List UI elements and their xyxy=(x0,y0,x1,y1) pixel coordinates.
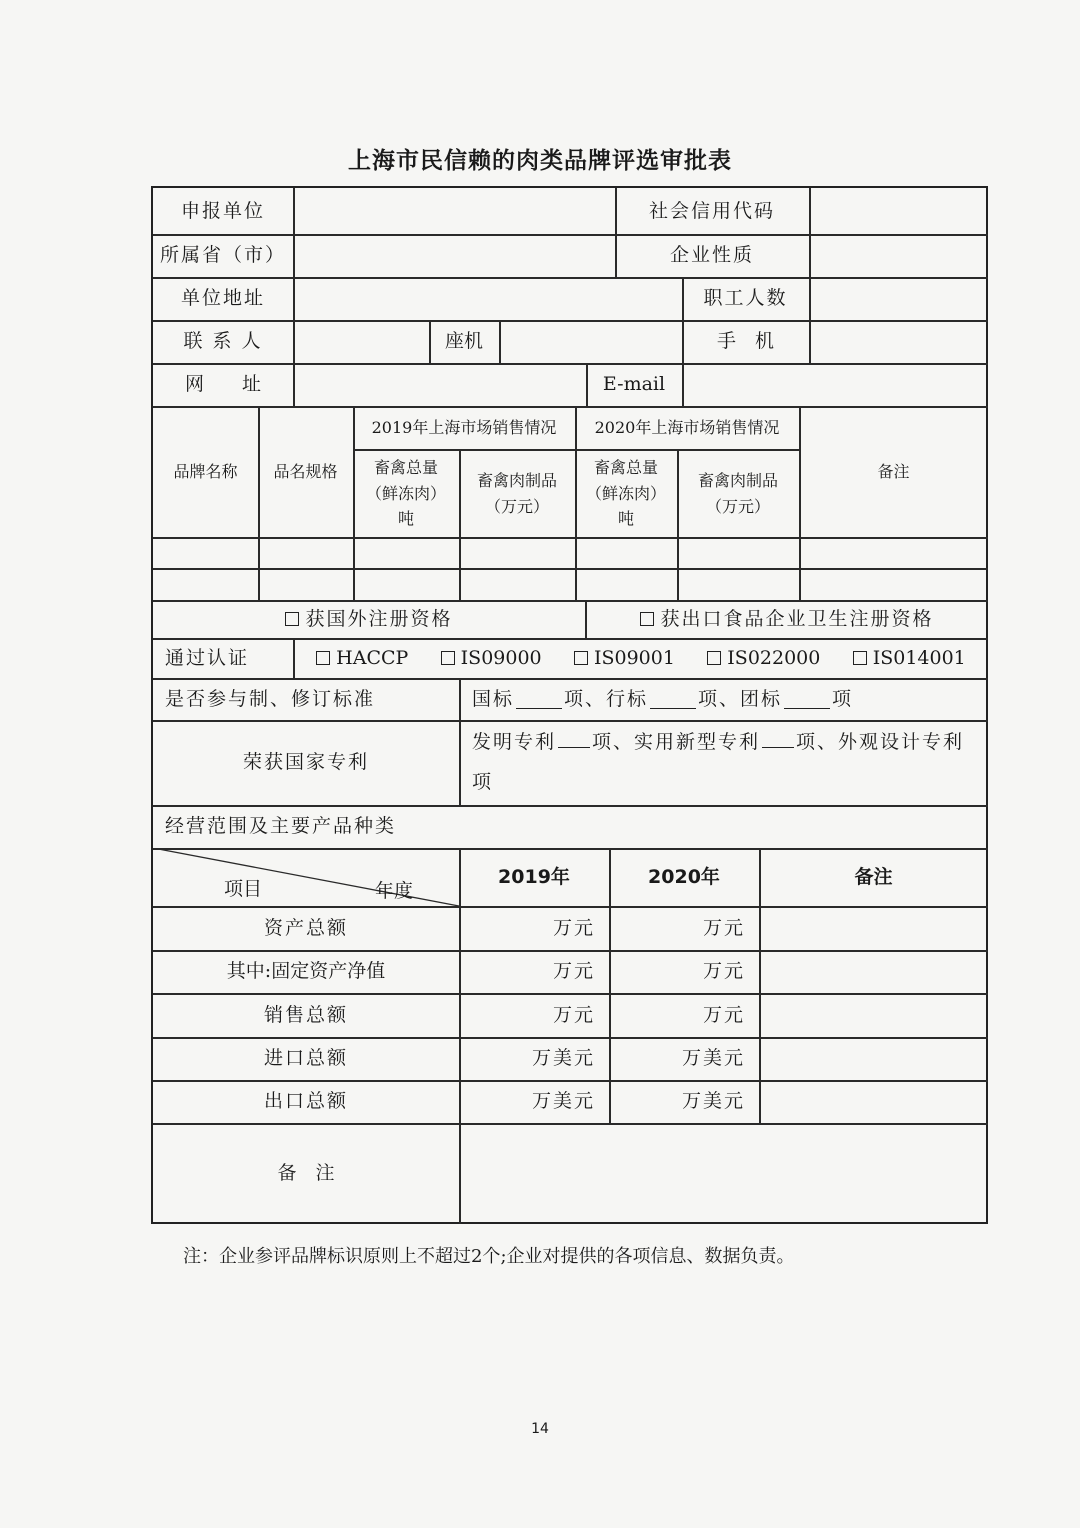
finance-cell-2020[interactable]: 万元 xyxy=(702,1003,745,1026)
business-scope-label: 经营范围及主要产品种类 xyxy=(165,815,397,838)
certification-options xyxy=(294,638,988,678)
year-2020-header: 2020年 xyxy=(648,865,720,888)
remarks-field[interactable] xyxy=(461,1123,988,1223)
total-2020-header: 畜禽总量 （鲜冻肉） 吨 xyxy=(585,458,666,529)
checkbox-icon[interactable] xyxy=(574,651,588,665)
finance-cell-2019[interactable]: 万美元 xyxy=(531,1090,595,1113)
finance-cell-2019[interactable]: 万元 xyxy=(552,916,595,939)
address-label: 单位地址 xyxy=(180,287,265,310)
standards-field[interactable]: 国标 项、行标 项、团标 项 xyxy=(472,687,854,710)
sales-2019-header: 2019年上海市场销售情况 xyxy=(371,417,557,437)
checkbox-icon[interactable] xyxy=(441,651,455,665)
contact-field[interactable] xyxy=(295,320,429,363)
staff-count-label: 职工人数 xyxy=(703,287,788,310)
credit-code-field[interactable] xyxy=(811,188,988,234)
products-2020-header: 畜禽肉制品 （万元） xyxy=(697,470,778,516)
finance-cell-2019[interactable]: 万元 xyxy=(552,1003,595,1026)
province-field[interactable] xyxy=(295,234,615,277)
enterprise-type-field[interactable] xyxy=(811,234,988,277)
enterprise-type-label: 企业性质 xyxy=(669,244,754,267)
email-field[interactable] xyxy=(684,363,988,406)
year-2019-header: 2019年 xyxy=(498,865,570,888)
footnote: 注：企业参评品牌标识原则上不超过2个;企业对提供的各项信息、数据负责。 xyxy=(183,1246,795,1267)
mobile-label: 手 机 xyxy=(716,330,774,353)
landline-label: 座机 xyxy=(444,330,483,353)
finance-cell-2019[interactable]: 万元 xyxy=(552,960,595,983)
checkbox-icon[interactable] xyxy=(316,651,330,665)
cert-iso9000[interactable]: IS09000 xyxy=(441,646,542,671)
finance-row-label: 出口总额 xyxy=(263,1090,348,1113)
finance-row-label: 销售总额 xyxy=(263,1003,348,1026)
foreign-registration-option[interactable]: 获国外注册资格 xyxy=(153,600,585,638)
website-label: 网 址 xyxy=(184,373,261,396)
product-spec-header: 品名规格 xyxy=(273,461,338,481)
finance-row-label: 其中:固定资产净值 xyxy=(226,960,386,983)
certification-label: 通过认证 xyxy=(165,646,250,669)
patents-field[interactable]: 发明专利 项、实用新型专利 项、外观设计专利 项 xyxy=(472,730,965,793)
checkbox-icon[interactable] xyxy=(707,651,721,665)
applicant-field[interactable] xyxy=(295,188,615,234)
checkbox-icon[interactable] xyxy=(853,651,867,665)
finance-cell-2020[interactable]: 万美元 xyxy=(681,1047,745,1070)
finance-row-label: 资产总额 xyxy=(263,916,348,939)
email-label: E-mail xyxy=(602,373,666,396)
website-field[interactable] xyxy=(295,363,586,406)
export-registration-option[interactable]: 获出口食品企业卫生注册资格 xyxy=(586,600,988,638)
cert-iso9001[interactable]: IS09001 xyxy=(574,646,675,671)
item-header: 项目 xyxy=(223,877,262,900)
mobile-field[interactable] xyxy=(811,320,988,363)
total-2019-header: 畜禽总量 （鲜冻肉） 吨 xyxy=(365,458,446,529)
finance-cell-2020[interactable]: 万元 xyxy=(702,960,745,983)
address-field[interactable] xyxy=(295,277,682,320)
checkbox-icon[interactable] xyxy=(640,612,654,626)
finance-remark-header: 备注 xyxy=(854,865,893,888)
checkbox-icon[interactable] xyxy=(285,612,299,626)
finance-cell-2019[interactable]: 万美元 xyxy=(531,1047,595,1070)
credit-code-label: 社会信用代码 xyxy=(648,199,775,222)
remarks-label: 备 注 xyxy=(277,1161,335,1184)
brand-name-header: 品牌名称 xyxy=(173,461,238,481)
applicant-label: 申报单位 xyxy=(180,199,265,222)
year-header: 年度 xyxy=(374,879,413,902)
staff-count-field[interactable] xyxy=(811,277,988,320)
finance-cell-2020[interactable]: 万美元 xyxy=(681,1090,745,1113)
page-number: 14 xyxy=(531,1421,549,1437)
standards-label: 是否参与制、修订标准 xyxy=(165,687,376,710)
cert-iso14001[interactable]: IS014001 xyxy=(853,646,966,671)
finance-row-label: 进口总额 xyxy=(263,1047,348,1070)
contact-label: 联 系 人 xyxy=(183,330,263,353)
sales-2020-header: 2020年上海市场销售情况 xyxy=(594,417,780,437)
patents-label: 荣获国家专利 xyxy=(242,751,369,774)
products-2019-header: 畜禽肉制品 （万元） xyxy=(476,470,557,516)
sales-remark-header: 备注 xyxy=(877,461,910,481)
page-title: 上海市民信赖的肉类品牌评选审批表 xyxy=(348,148,732,174)
finance-cell-2020[interactable]: 万元 xyxy=(702,916,745,939)
landline-field[interactable] xyxy=(501,320,682,363)
approval-form-table xyxy=(151,186,988,1224)
province-label: 所属省（市） xyxy=(159,244,286,267)
cert-haccp[interactable]: HACCP xyxy=(316,646,408,671)
cert-iso22000[interactable]: IS022000 xyxy=(707,646,820,671)
